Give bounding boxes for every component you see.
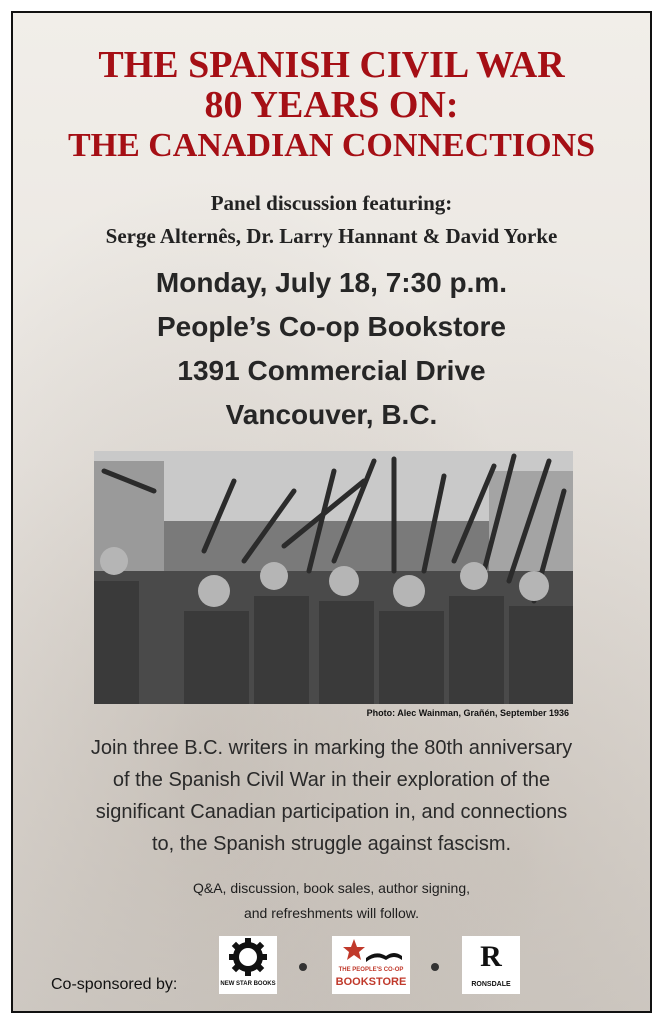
followup-line-2: and refreshments will follow. xyxy=(243,905,420,921)
new-star-books-logo xyxy=(219,936,277,994)
event-date: Monday, July 18, 7:30 p.m. xyxy=(155,267,508,298)
ronsdale-r-icon: R xyxy=(480,940,502,973)
cosponsor-label: Co-sponsored by: xyxy=(51,976,178,993)
photo-credit: Photo: Alec Wainman, Grañén, September 1936 xyxy=(366,708,569,718)
peoples-coop-bookstore-logo xyxy=(332,936,410,994)
title-line-2: 80 YEARS ON: xyxy=(204,84,459,126)
panel-speakers: Serge Alternês, Dr. Larry Hannant & David Yorke xyxy=(105,224,558,248)
title-line-3: THE CANADIAN CONNECTIONS xyxy=(67,127,596,164)
description-line-3: significant Canadian participation in, and connections xyxy=(95,801,568,823)
description-line-2: of the Spanish Civil War in their exploration of the xyxy=(112,769,551,791)
poster xyxy=(11,11,652,1013)
separator-dot xyxy=(299,963,307,971)
description-line-4: to, the Spanish struggle against fascism. xyxy=(151,833,512,855)
historical-photo xyxy=(94,451,573,704)
soldiers-photo-illustration xyxy=(94,451,573,704)
event-address: 1391 Commercial Drive xyxy=(177,355,486,386)
new-star-books-label: NEW STAR BOOKS xyxy=(220,981,276,987)
ronsdale-logo xyxy=(462,936,520,994)
gear-icon xyxy=(219,936,277,978)
ronsdale-label: RONSDALE xyxy=(471,981,511,988)
separator-dot xyxy=(431,963,439,971)
title-line-1: THE SPANISH CIVIL WAR xyxy=(98,44,565,86)
description-line-1: Join three B.C. writers in marking the 80th anniversary xyxy=(90,737,573,759)
event-venue: People’s Co-op Bookstore xyxy=(156,311,506,342)
followup-line-1: Q&A, discussion, book sales, author signing, xyxy=(192,880,471,896)
coop-top-label: THE PEOPLE'S CO-OP xyxy=(338,967,404,973)
event-city: Vancouver, B.C. xyxy=(225,399,438,430)
panel-intro: Panel discussion featuring: xyxy=(210,191,453,215)
coop-main-label: BOOKSTORE xyxy=(335,976,407,988)
star-book-icon xyxy=(332,936,410,966)
